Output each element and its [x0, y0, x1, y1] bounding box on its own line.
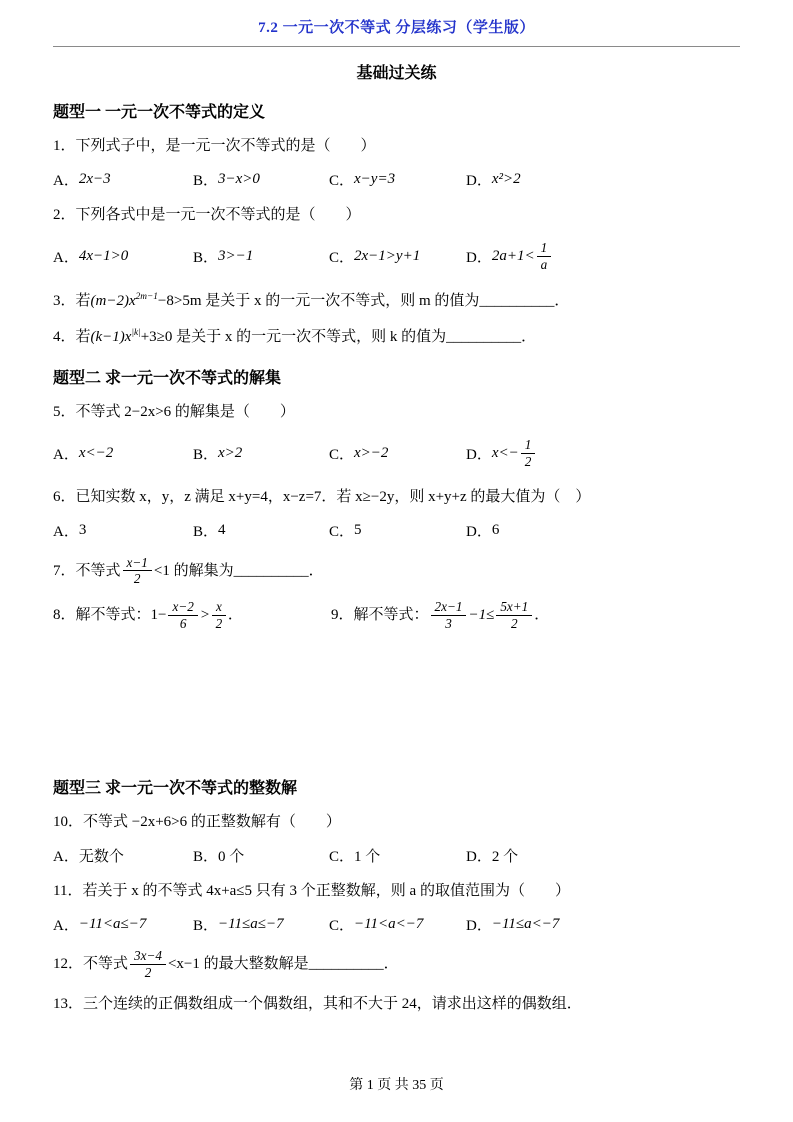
- fraction-denominator: a: [540, 257, 548, 272]
- blank-work-area: [53, 631, 740, 759]
- question-8-post: ．: [227, 607, 243, 624]
- fraction-numerator: 5x+1: [496, 600, 532, 616]
- option-a-expression: x<−2: [78, 444, 114, 461]
- option-c-text: 5: [354, 522, 362, 538]
- option-b-expression: 3−x>0: [218, 170, 260, 187]
- option-c-expression: 2x−1>y+1: [354, 248, 421, 264]
- option-d: [466, 241, 740, 272]
- option-b-label: B．: [193, 250, 219, 266]
- fraction-numerator: x−1: [123, 556, 152, 572]
- option-b: [193, 914, 329, 935]
- option-a-expression: 4x−1>0: [78, 248, 129, 264]
- fraction: [496, 600, 532, 631]
- question-9-mid: −1≤: [468, 607, 495, 624]
- option-b: [193, 246, 329, 267]
- question-3-pre: 3．若: [53, 292, 91, 309]
- option-d-pre: 2a+1<: [491, 247, 535, 264]
- fraction-numerator: 1: [537, 241, 552, 257]
- question-3-post: −8>5m 是关于 x 的一元一次不等式，则 m 的值为__________．: [157, 292, 570, 309]
- option-b-text: 4: [218, 522, 226, 538]
- fraction-denominator: 2: [133, 571, 141, 587]
- fraction-denominator: 2: [215, 616, 223, 632]
- option-c: [329, 443, 466, 464]
- question-8-9-row: [53, 600, 740, 631]
- option-a-label: A．: [53, 848, 79, 865]
- option-c-expression: x−y=3: [354, 170, 396, 187]
- fraction-numerator: 3x−4: [130, 949, 166, 965]
- page-title: 7.2 一元一次不等式 分层练习（学生版）: [258, 20, 535, 36]
- option-c-expression: −11<a<−7: [354, 915, 424, 932]
- fraction: [168, 600, 197, 631]
- question-7-post: <1 的解集为__________．: [153, 562, 324, 579]
- section-header: 基础过关练: [356, 65, 437, 82]
- fraction-numerator: x: [212, 600, 226, 616]
- question-9: [331, 600, 740, 631]
- fraction-numerator: 2x−1: [431, 600, 467, 616]
- option-d-expression: x²>2: [491, 170, 521, 187]
- option-a-text: 无数个: [78, 848, 124, 865]
- option-b: [193, 443, 329, 464]
- option-b-label: B．: [193, 172, 219, 189]
- option-b: [193, 520, 329, 541]
- option-d-expression: [492, 438, 538, 469]
- fraction: [130, 949, 166, 980]
- option-c-expression: x>−2: [354, 444, 389, 461]
- option-d-label: D．: [466, 250, 492, 266]
- fraction: [521, 438, 536, 469]
- option-c: [329, 845, 466, 866]
- question-6-options: [53, 519, 740, 543]
- topic-3-heading: 题型三 求一元一次不等式的整数解: [53, 779, 298, 797]
- option-b-text: 0 个: [218, 848, 245, 865]
- question-9-pre: 9．解不等式：: [331, 607, 429, 624]
- question-7: [53, 556, 740, 587]
- option-a-expression: −11<a≤−7: [78, 915, 147, 932]
- option-a-label: A．: [53, 250, 79, 266]
- option-d: [466, 914, 740, 935]
- question-1-stem: 1．下列式子中，是一元一次不等式的是（ ）: [53, 138, 376, 154]
- fraction-denominator: 6: [179, 616, 187, 632]
- question-5-options: [53, 433, 740, 473]
- question-2-stem: 2．下列各式中是一元一次不等式的是（ ）: [53, 207, 361, 224]
- question-5-stem: 5．不等式 2−2x>6 的解集是（ ）: [53, 404, 295, 420]
- question-7-pre: 7．不等式: [53, 562, 121, 579]
- option-c: [329, 914, 466, 935]
- question-11-options: [53, 912, 740, 936]
- option-d: [466, 845, 740, 866]
- option-d: [466, 438, 740, 469]
- option-d-label: D．: [466, 848, 492, 865]
- title-divider: [53, 46, 740, 47]
- option-c-label: C．: [329, 524, 355, 540]
- fraction-numerator: 1: [521, 438, 536, 454]
- question-12-pre: 12．不等式: [53, 956, 129, 973]
- fraction: [123, 556, 152, 587]
- option-d: [466, 520, 740, 541]
- question-2-options: [53, 237, 740, 277]
- question-3-exponent: 2m−1: [135, 291, 158, 302]
- option-d-expression: [492, 241, 553, 272]
- question-1-options: [53, 167, 740, 191]
- option-a: [53, 443, 193, 464]
- fraction-denominator: 2: [144, 965, 152, 981]
- option-c-label: C．: [329, 848, 355, 865]
- topic-2-heading: 题型二 求一元一次不等式的解集: [53, 370, 282, 387]
- fraction: [537, 241, 552, 272]
- question-8: [53, 600, 331, 631]
- question-6-stem: 6．已知实数 x，y，z 满足 x+y=4，x−z=7．若 x≥−2y，则 x+y+z 的最大值为（ ）: [53, 489, 591, 506]
- option-d: [466, 169, 740, 190]
- option-b: [193, 169, 329, 190]
- option-d-label: D．: [466, 172, 492, 189]
- question-3: [53, 290, 740, 313]
- option-c-text: 1 个: [354, 848, 381, 865]
- option-d-pre: x<−: [491, 444, 519, 461]
- option-b-label: B．: [193, 848, 219, 865]
- question-11-stem: 11．若关于 x 的不等式 4x+a≤5 只有 3 个正整数解，则 a 的取值范围为（ ）: [53, 883, 570, 900]
- option-a-label: A．: [53, 524, 79, 540]
- option-c: [329, 520, 466, 541]
- question-3-base: (m−2)x: [90, 292, 136, 309]
- option-b-expression: 3>−1: [218, 248, 254, 264]
- question-4-exponent: |k|: [131, 327, 141, 338]
- fraction-denominator: 3: [445, 616, 452, 632]
- option-d-label: D．: [466, 524, 492, 540]
- option-b-label: B．: [193, 446, 219, 463]
- option-c: [329, 169, 466, 190]
- option-c-label: C．: [329, 446, 355, 463]
- question-8-pre: 8．解不等式：1−: [53, 607, 167, 624]
- option-d-label: D．: [466, 917, 492, 934]
- fraction-denominator: 2: [511, 616, 518, 632]
- page-footer: 第 1 页 共 35 页: [349, 1078, 444, 1093]
- option-c-label: C．: [329, 917, 355, 934]
- option-c: [329, 246, 466, 267]
- option-a: [53, 914, 193, 935]
- fraction-denominator: 2: [524, 453, 532, 469]
- fraction: [431, 600, 467, 631]
- fraction-numerator: x−2: [168, 600, 197, 616]
- option-a: [53, 520, 193, 541]
- question-12-post: <x−1 的最大整数解是__________．: [167, 956, 399, 973]
- topic-1-heading: 题型一 一元一次不等式的定义: [53, 104, 266, 121]
- option-d-label: D．: [466, 446, 492, 463]
- option-d-expression: −11≤a<−7: [491, 915, 560, 932]
- question-8-mid: >: [199, 607, 210, 624]
- question-4-pre: 4．若: [53, 328, 91, 345]
- option-a: [53, 246, 193, 267]
- option-b-label: B．: [193, 917, 219, 934]
- option-a-expression: 2x−3: [78, 170, 111, 187]
- option-d-text: 6: [491, 522, 500, 538]
- option-d-text: 2 个: [491, 848, 519, 865]
- question-4: [53, 326, 740, 349]
- question-13-stem: 13．三个连续的正偶数组成一个偶数组，其和不大于 24，请求出这样的偶数组．: [53, 996, 582, 1013]
- option-c-label: C．: [329, 250, 355, 266]
- option-b-expression: x>2: [218, 444, 243, 461]
- option-a-text: 3: [78, 522, 87, 538]
- option-b-label: B．: [193, 524, 219, 540]
- option-a: [53, 169, 193, 190]
- option-b-expression: −11≤a≤−7: [218, 915, 284, 932]
- question-4-base: (k−1)x: [90, 328, 132, 345]
- question-9-post: ．: [534, 607, 550, 624]
- fraction: [212, 600, 226, 631]
- question-10-stem: 10．不等式 −2x+6>6 的正整数解有（ ）: [53, 813, 341, 830]
- option-b: [193, 845, 329, 866]
- question-10-options: [53, 843, 740, 867]
- option-a-label: A．: [53, 446, 79, 463]
- option-a-label: A．: [53, 172, 79, 189]
- question-4-post: +3≥0 是关于 x 的一元一次不等式，则 k 的值为__________．: [140, 328, 537, 345]
- option-a-label: A．: [53, 917, 79, 934]
- option-a: [53, 845, 193, 866]
- question-12: [53, 949, 740, 980]
- option-c-label: C．: [329, 172, 355, 189]
